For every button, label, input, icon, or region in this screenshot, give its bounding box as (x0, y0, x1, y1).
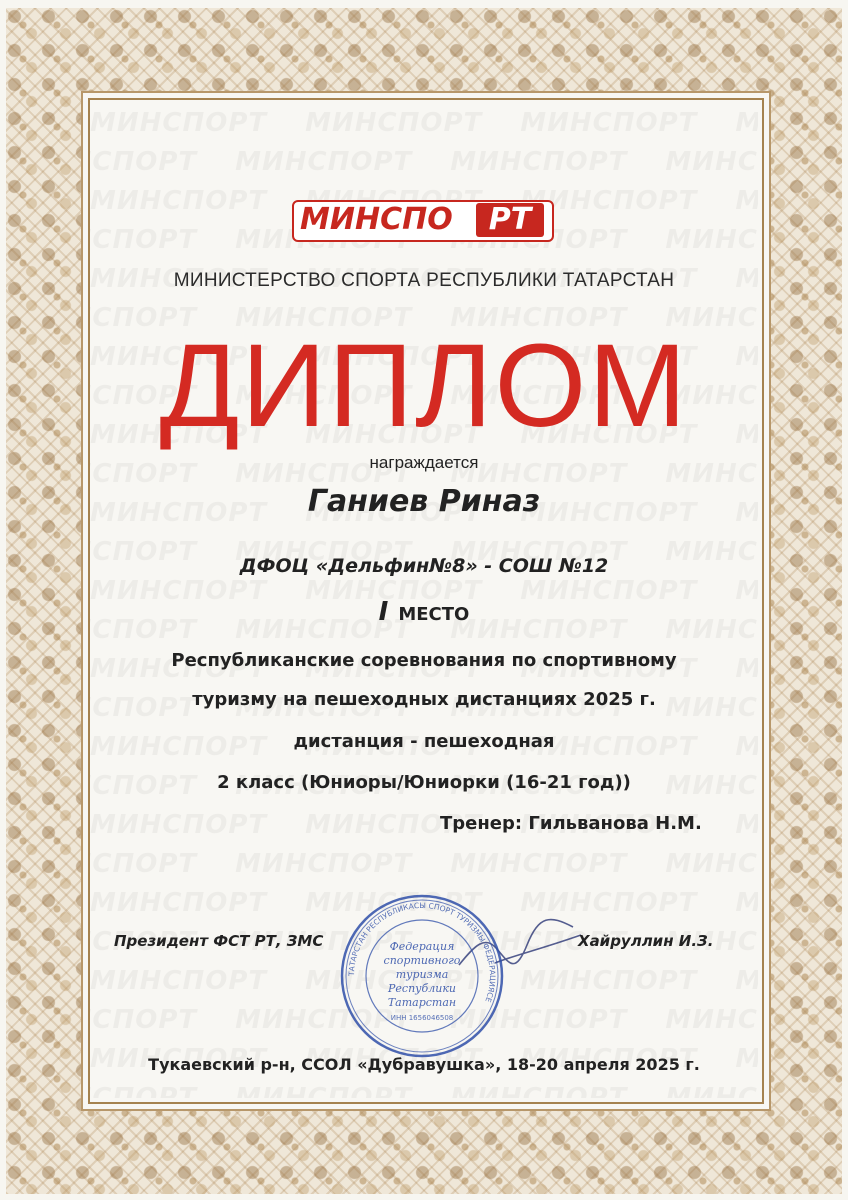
organization: ДФОЦ «Дельфин№8» - СОШ №12 (239, 555, 609, 577)
logo-text-right: РТ (476, 203, 544, 237)
event-line-1: Республиканские соревнования по спортивному (171, 650, 677, 671)
diploma-title: ДИПЛОМ (159, 320, 689, 452)
stamp-line-3: туризма (395, 968, 449, 981)
event-line-4: 2 класс (Юниоры/Юниорки (16-21 год)) (217, 772, 631, 793)
event-line-2: туризму на пешеходных дистанциях 2025 г. (192, 689, 656, 710)
stamp-ring-text: ТАТАРСТАН РЕСПУБЛИКАСЫ СПОРТ ТУРИЗМЫ ФЕДЕРАЦИЯСЕ (346, 900, 498, 1004)
place-number: I (378, 597, 389, 627)
minsport-logo (292, 200, 554, 242)
ministry-name: МИНИСТЕРСТВО СПОРТА РЕСПУБЛИКИ ТАТАРСТАН (173, 270, 675, 291)
stamp-line-5: Татарстан (387, 996, 457, 1009)
place (100, 597, 748, 627)
stamp-inn: ИНН 1656046508 (390, 1014, 454, 1022)
place-word: МЕСТО (398, 604, 470, 625)
president-title: Президент ФСТ РТ, ЗМС (114, 932, 324, 950)
stamp-line-2: спортивного (383, 954, 461, 967)
logo-text-left: МИНСПО (300, 202, 453, 237)
signer-name: Хайруллин И.З. (578, 932, 714, 950)
footer-location-date: Тукаевский р-н, ССОЛ «Дубравушка», 18-20 апреля 2025 г. (148, 1055, 700, 1074)
event-line-3: дистанция - пешеходная (293, 731, 555, 752)
stamp-line-4: Республики (388, 982, 456, 995)
coach: Тренер: Гильванова Н.М. (440, 813, 702, 834)
awarded-label: награждается (369, 453, 479, 472)
stamp-line-1: Федерация (389, 940, 455, 953)
recipient-name: Ганиев Риназ (307, 484, 541, 519)
organization-stamp (338, 892, 506, 1060)
